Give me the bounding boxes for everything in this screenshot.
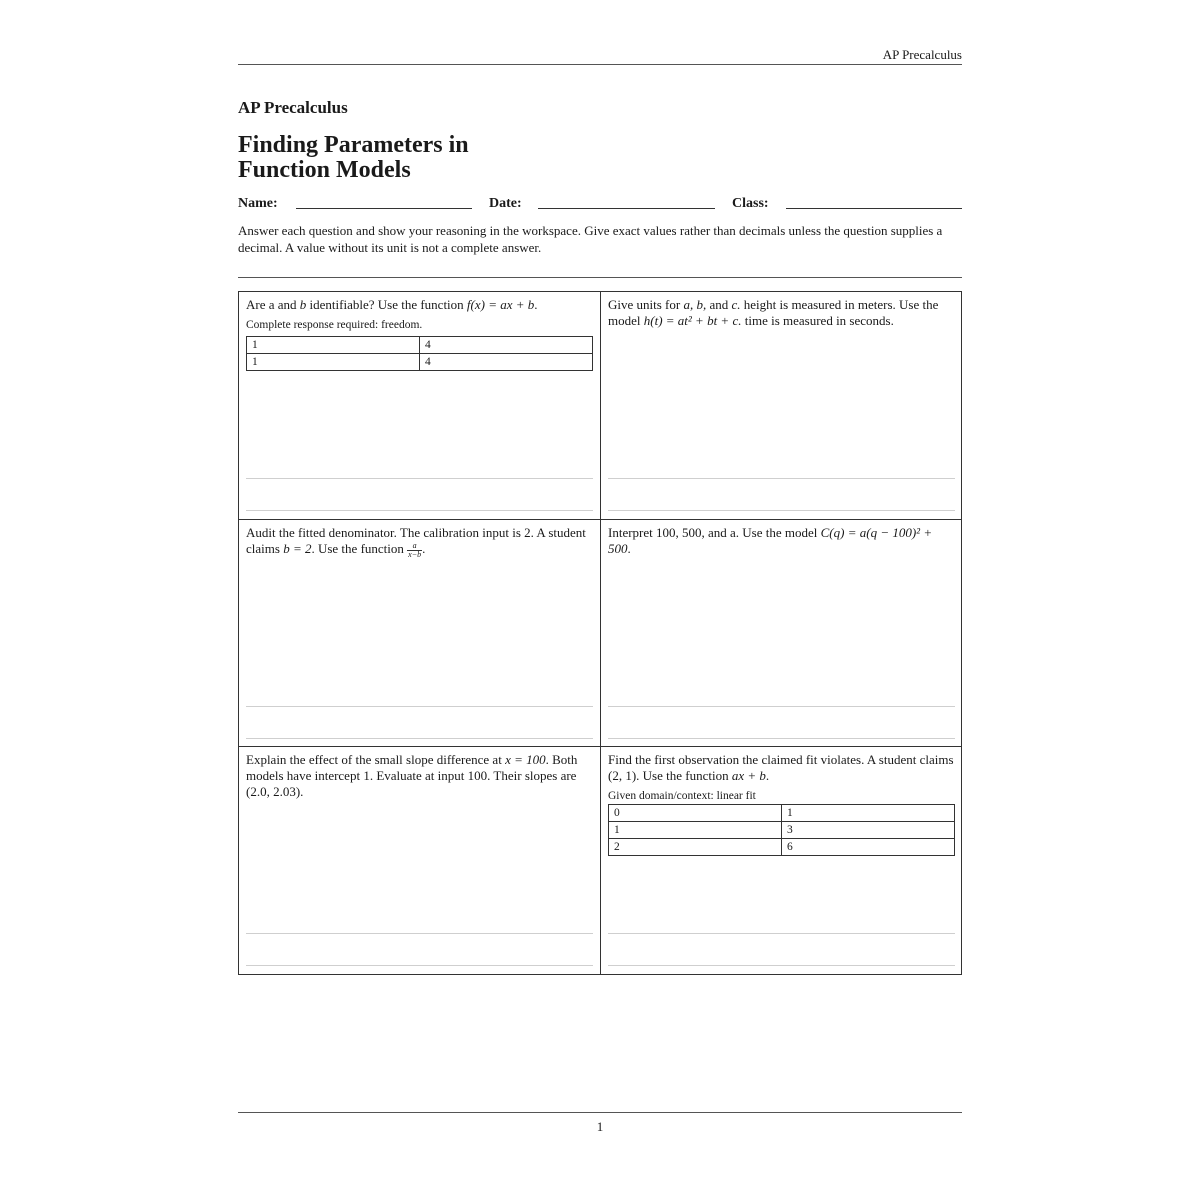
- question-prompt: Are a and b identifiable? Use the function f(x) = ax + b. Complete response required: freedom.: [246, 297, 593, 333]
- question-5: [239, 746, 601, 974]
- function-expression: f(x) = ax + b: [466, 297, 535, 312]
- question-prompt: Give units for a, b, and c. height is measured in meters. Use the model h(t) = at² + bt + c. time is measured in seconds.: [608, 297, 939, 328]
- page-title: Finding Parameters in Function Models: [238, 132, 469, 183]
- question-prompt: Find the first observation the claimed fit violates. A student claims (2, 1). Use the function ax + b. Given domain/context: linear fit: [608, 752, 954, 802]
- running-header: AP Precalculus: [882, 47, 962, 62]
- class-field[interactable]: [786, 208, 962, 209]
- instructions: Answer each question and show your reasoning in the workspace. Give exact values rather than decimals unless the question supplies a decimal. A value without its unit is not a complete answer.: [238, 223, 943, 255]
- table-row: 1 3: [609, 822, 955, 839]
- page-number: 1: [596, 1119, 604, 1134]
- answer-line[interactable]: [246, 965, 593, 966]
- table-row: 1 4: [247, 337, 593, 354]
- question-1: [239, 292, 601, 520]
- answer-line[interactable]: [246, 738, 593, 739]
- answer-line[interactable]: [246, 706, 593, 707]
- date-label: Date:: [489, 196, 522, 211]
- name-label: Name:: [238, 196, 278, 211]
- function-fraction: $\frac{a}{x-b}$: [408, 540, 422, 559]
- class-label: Class:: [732, 196, 769, 211]
- question-note: Given domain/context: linear fit: [608, 790, 756, 802]
- name-field[interactable]: [296, 208, 472, 209]
- answer-line[interactable]: [246, 510, 593, 511]
- answer-line[interactable]: [608, 510, 955, 511]
- model-expression: C(q) = a(q − 100)² + 500: [608, 525, 933, 556]
- question-prompt: Explain the effect of the small slope difference at x = 100. Both models have intercept 1. Evaluate at input 100. Their slopes are (2.0, 2.03).: [246, 752, 578, 799]
- table-row: 1 4: [247, 354, 593, 371]
- answer-line[interactable]: [608, 738, 955, 739]
- model-expression: h(t) = at² + bt + c.: [643, 313, 742, 328]
- question-prompt: Interpret 100, 500, and a. Use the model C(q) = a(q − 100)² + 500.: [608, 525, 933, 556]
- question-6: [600, 746, 962, 974]
- question-prompt: Audit the fitted denominator. The calibration input is 2. A student claims b = 2. Use the function $\frac{a}{x-b}$ .: [246, 525, 586, 559]
- instructions-rule: [238, 277, 962, 278]
- answer-line[interactable]: [608, 478, 955, 479]
- question-2: [600, 292, 962, 520]
- answer-line[interactable]: [608, 965, 955, 966]
- course-name: AP Precalculus: [238, 98, 348, 117]
- function-expression: ax + b: [731, 768, 766, 783]
- header-rule: [238, 64, 962, 65]
- date-field[interactable]: [538, 208, 715, 209]
- data-table: [608, 804, 955, 856]
- table-row: 0 1: [609, 805, 955, 822]
- student-info-fields: [238, 196, 962, 216]
- data-table: [246, 336, 593, 371]
- question-note: Complete response required: freedom.: [246, 319, 423, 331]
- answer-line[interactable]: [246, 933, 593, 934]
- answer-line[interactable]: [608, 706, 955, 707]
- table-row: 2 6: [609, 839, 955, 856]
- question-3: [239, 519, 601, 747]
- answer-line[interactable]: [608, 933, 955, 934]
- footer-rule: [238, 1112, 962, 1113]
- question-grid: [238, 291, 962, 975]
- question-4: [600, 519, 962, 747]
- answer-line[interactable]: [246, 478, 593, 479]
